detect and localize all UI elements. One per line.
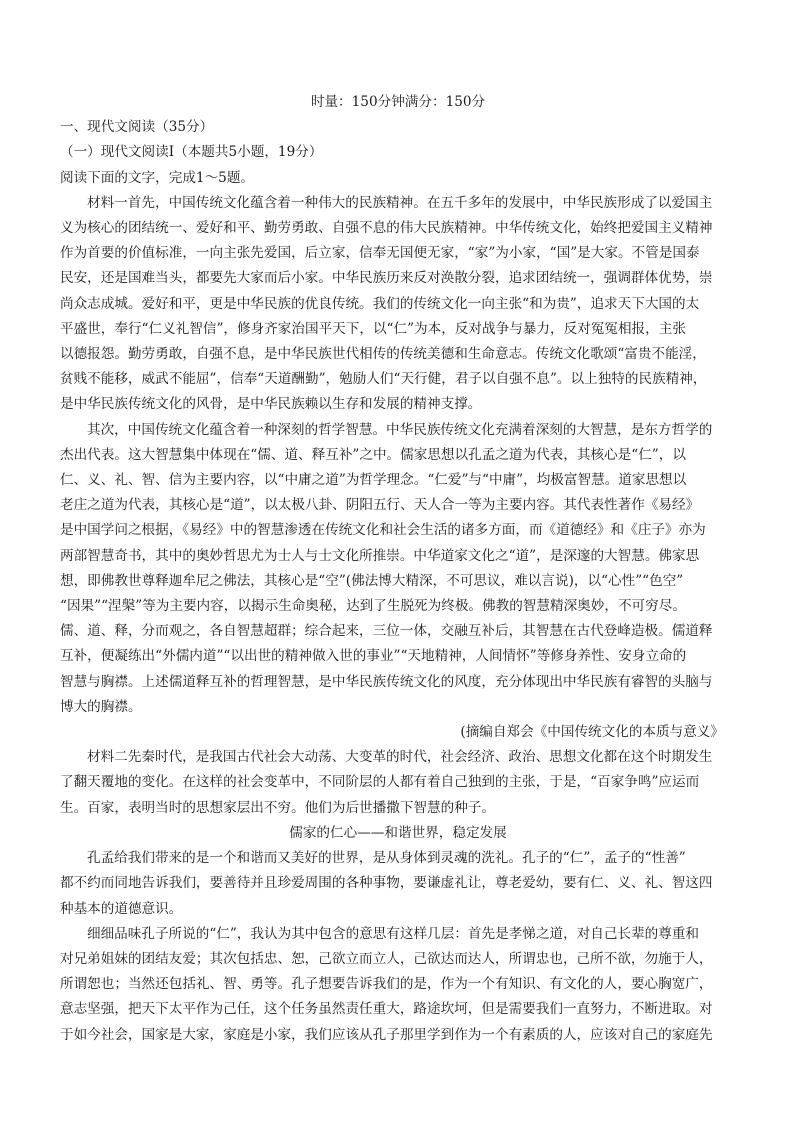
text-line: 以德报怨。勤劳勇敢，自强不息，是中华民族世代相传的传统美德和生命意志。传统文化歌颂“富贵不能淫， — [60, 346, 706, 363]
text-line: 民安，还是国难当头，都要先大家而后小家。中华民族历来反对涣散分裂，追求团结统一，强调群体优势，崇 — [60, 270, 713, 287]
text-line: 尚众志成城。爱好和平，更是中华民族的优良传统。我们的传统文化一向主张“和为贵”，追求天下大国的太 — [60, 295, 700, 312]
text-line: 平盛世，奉行“仁义礼智信”，修身齐家治国平天下，以“仁”为本，反对战争与暴力，反对冤冤相报，主张 — [60, 320, 686, 337]
material2-subheading: 儒家的仁心——和谐世界，稳定发展 — [289, 824, 507, 841]
text-line: 贫贱不能移，威武不能屈”，信奉“天道酬勤”，勉励人们“天行健，君子以自强不息”。以上独特的民族精神， — [60, 371, 707, 388]
text-line: 两部智慧奇书，其中的奥妙哲思尤为士人与士文化所推崇。中华道家文化之“道”，是深邃的大智慧。佛家思 — [60, 547, 700, 564]
reading-instruction: 阅读下面的文字，完成1～5题。 — [60, 169, 255, 186]
text-line: 智慧与胸襟。上述儒道释互补的哲理智慧，是中华民族传统文化的风度，充分体现出中华民族有睿智的头脑与 — [60, 673, 713, 690]
text-line: 对兄弟姐妹的团结友爱；其次包括忠、恕，己欲立而立人，己欲达而达人，所谓忠也，己所不欲，勿施于人， — [60, 950, 713, 967]
text-line: 作为首要的价值标准，一向主张先爱国，后立家，信奉无国便无家，“家”为小家，“国”是大家。不管是国泰 — [60, 245, 700, 262]
text-line: 老庄之道为代表，其核心是“道”，以太极八卦、阴阳五行、天人合一等为主要内容。其代表性著作《易经》 — [60, 497, 700, 514]
text-line: 儒、道、释，分而观之，各自智慧超群；综合起来，三位一体，交融互补后，其智慧在古代登峰造极。儒道释 — [60, 623, 713, 640]
text-line: 其次，中国传统文化蕴含着一种深刻的哲学智慧。中华民族传统文化充满着深刻的大智慧，是东方哲学的 — [87, 421, 713, 438]
text-line: 细细品味孔子所说的“仁”，我认为其中包含的意思有这样几层：首先是孝悌之道，对自己长辈的尊重和 — [87, 925, 700, 942]
material2-paragraph-3 — [60, 922, 736, 1048]
text-line: 材料一首先，中国传统文化蕴含着一种伟大的民族精神。在五千多年的发展中，中华民族形成了以爱国主 — [87, 194, 713, 211]
text-line: 生。百家，表明当时的思想家层出不穷。他们为后世播撒下智慧的种子。 — [60, 799, 495, 816]
material1-paragraph-1 — [60, 191, 736, 418]
text-line: 意志坚强，把天下太平作为己任，这个任务虽然责任重大，路途坎坷，但是需要我们一直努力，不断进取。对 — [60, 1001, 713, 1018]
text-line: 是中国学问之根据，《易经》中的智慧渗透在传统文化和社会生活的诸多方面，而《道德经》和《庄子》亦为 — [60, 522, 706, 539]
text-line: 义为核心的团结统一、爱好和平、勤劳勇敢、自强不息的伟大民族精神。中华传统文化，始终把爱国主义精神 — [60, 220, 713, 237]
exam-info: 时量：150分钟满分：150分 — [310, 94, 486, 110]
text-line: “因果”“涅槃”等为主要内容，以揭示生命奥秘，达到了生脱死为终极。佛教的智慧精深奥妙，不可穷尽。 — [60, 598, 686, 615]
material2-paragraph-2 — [60, 846, 736, 922]
material1-paragraph-2 — [60, 418, 736, 720]
section-subtitle: （一）现代文阅读Ⅰ（本题共5小题，19分） — [60, 144, 323, 161]
text-line: 所谓恕也；当然还包括礼、智、勇等。孔子想要告诉我们的是，作为一个有知识、有文化的人，要心胸宽广， — [60, 976, 713, 993]
exam-page — [60, 90, 736, 1048]
text-line: 互补，便凝练出“外儒内道”“以出世的精神做入世的事业”“天地精神，人间情怀”等修身养性、安身立命的 — [60, 648, 687, 665]
text-line: 仁、义、礼、智、信为主要内容，以“中庸之道”为哲学理念。“仁爱”与“中庸”，均极富智慧。道家思想以 — [60, 472, 687, 489]
text-line: 于如今社会，国家是大家，家庭是小家，我们应该从孔子那里学到作为一个有素质的人，应该对自己的家庭先 — [60, 1026, 713, 1043]
text-line: 都不约而同地告诉我们，要善待并且珍爱周围的各种事物，要谦虚礼让，尊老爱幼，要有仁、义、礼、智这四 — [60, 875, 713, 892]
text-line: 孔孟给我们带来的是一个和谐而又美好的世界，是从身体到灵魂的洗礼。孔子的“仁”，孟子的“性善” — [87, 850, 686, 867]
material2-paragraph-1 — [60, 745, 736, 821]
text-line: 了翻天覆地的变化。在这样的社会变革中，不同阶层的人都有着自己独到的主张，于是，“百家争鸣”应运而 — [60, 774, 700, 791]
material1-source: (摘编自郑会《中国传统文化的本质与意义》 — [460, 724, 724, 741]
text-line: 杰出代表。这大智慧集中体现在“儒、道、释互补”之中。儒家思想以孔孟之道为代表，其核心是“仁”，以 — [60, 446, 686, 463]
text-line: 材料二先秦时代，是我国古代社会大动荡、大变革的时代，社会经济、政治、思想文化都在这个时期发生 — [87, 749, 713, 766]
text-line: 博大的胸襟。 — [60, 698, 142, 715]
section-title: 一、现代文阅读（35分） — [60, 119, 214, 136]
text-line: 想，即佛教世尊释迦牟尼之佛法，其核心是“空”(佛法博大精深，不可思议，难以言说)，以“心性”“色空” — [60, 572, 684, 589]
text-line: 是中华民族传统文化的风骨，是中华民族赖以生存和发展的精神支撑。 — [60, 396, 482, 413]
text-line: 种基本的道德意识。 — [60, 900, 183, 917]
